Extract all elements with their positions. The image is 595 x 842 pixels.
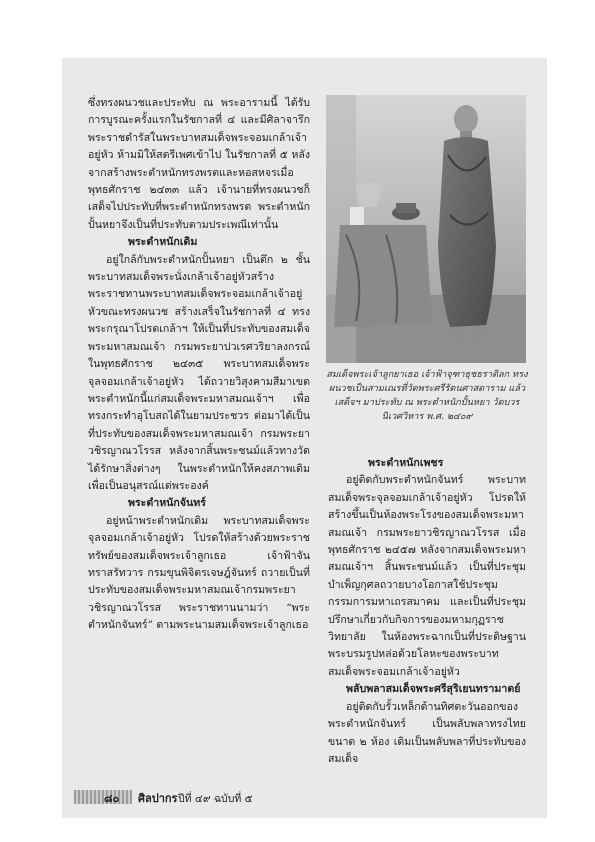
historical-photo [326, 95, 526, 363]
left-text-column [88, 95, 310, 635]
paragraph: ซึ่งทรงผนวชและประทับ ณ พระอารามนี้ ได้รับการบูรณะครั้งแรกในรัชกาลที่ ๔ และมีศิลาจารึกพระราชดำรัสในพระบาทสมเด็จพระจอมเกล้าเจ้าอยู่หัว ห้ามมิให้สตรีเพศเข้าไป ในรัชกาลที่ ๕ หลังจากสร้างพระตำหนักทรงพรตและหอสหจรเมื่อพุทธศักราช ๒๔๓๓ แล้ว เจ้านายที่ทรงผนวชก็เสด็จไปประทับที่พระตำหนักทรงพรต พระตำหนักปั้นหยาจึงเป็นที่ประทับตามประเพณีเท่านั้น [88, 97, 310, 231]
section-heading: พระตำหนักเดิม [128, 236, 198, 249]
issue-info: ปีที่ ๔๙ ฉบับที่ ๕ [178, 793, 253, 805]
section-heading: พลับพลาสมเด็จพระศรีสุริเยนทรามาตย์ [346, 683, 521, 696]
paragraph: อยู่หน้าพระตำหนักเดิม พระบาทสมเด็จพระจุลจอมเกล้าเจ้าอยู่หัว โปรดให้สร้างด้วยพระราชทรัพย์ของสมเด็จพระเจ้าลูกเธอ เจ้าฟ้าจันทราสรัทวาร กรมขุนพิจิตรเจษฎ์จันทร์ ถวายเป็นที่ประทับของสมเด็จพระมหาสมณเจ้ากรมพระยาวชิรญาณวโรรส พระราชทานนามว่า “พระตำหนักจันทร์” ตามพระนามสมเด็จพระเจ้าลูกเธอ [88, 514, 310, 632]
section-heading: พระตำหนักจันทร์ [128, 497, 206, 510]
footer-band [74, 790, 132, 804]
photo-caption: สมเด็จพระเจ้าลูกยาเธอ เจ้าฟ้าจุฑาธุชธราดิลก ทรงผนวชเป็นสามเณรที่วัดพระศรีรัตนศาสดาราม แล้วเสด็จฯ มาประทับ ณ พระตำหนักปั้นหยา วัดบวรนิเวศวิหาร พ.ศ. ๒๔๐๙ [326, 369, 528, 422]
page-number: ๘๐ [104, 792, 120, 805]
paragraph: อยู่ติดกับพระตำหนักจันทร์ พระบาทสมเด็จพระจุลจอมเกล้าเจ้าอยู่หัว โปรดให้สร้างขึ้นเป็นห้องพระโรงของสมเด็จพระมหาสมณเจ้า กรมพระยาวชิรญาณวโรรส เมื่อพุทธศักราช ๒๔๕๗ หลังจากสมเด็จพระมหาสมณเจ้าฯ สิ้นพระชนม์แล้ว เป็นที่ประชุมบำเพ็ญกุศลถวายบางโอกาสใช้ประชุมกรรมการมหาเถรสมาคม และเป็นที่ประชุมปรึกษาเกี่ยวกับกิจการของมหามกุฏราชวิทยาลัย ในห้องพระฉากเป็นที่ประดิษฐานพระบรมรูปหล่อด้วยโลหะของพระบาทสมเด็จพระจอมเกล้าเจ้าอยู่หัว [328, 474, 526, 678]
page-footer [74, 788, 540, 806]
paragraph: อยู่ใกล้กับพระตำหนักปั้นหยา เป็นตึก ๒ ชั้น พระบาทสมเด็จพระนั่งเกล้าเจ้าอยู่หัวสร้างพระราชทานพระบาทสมเด็จพระจอมเกล้าเจ้าอยู่หัวขณะทรงผนวช สร้างเสร็จในรัชกาลที่ ๔ ทรงพระกรุณาโปรดเกล้าฯ ให้เป็นที่ประทับของสมเด็จพระมหาสมณเจ้า กรมพระยาปวเรศวริยาลงกรณ์ ในพุทธศักราช ๒๔๓๕ พระบาทสมเด็จพระจุลจอมเกล้าเจ้าอยู่หัว ได้ถวายวิสุงคามสีมาเขตพระตำหนักนี้แก่สมเด็จพระมหาสมณเจ้าฯ เพื่อทรงกระทำอุโบสถได้ในยามประชวร ต่อมาได้เป็นที่ประทับของสมเด็จพระมหาสมณเจ้า กรมพระยาวชิรญาณวโรรส หลังจากสิ้นพระชนม์แล้วทางวัดได้รักษาสิ่งต่างๆ ในพระตำหนักให้คงสภาพเดิมเพื่อเป็นอนุสรณ์แด่พระองค์ [88, 253, 310, 492]
section-heading: พระตำหนักเพชร [368, 457, 444, 469]
magazine-name: ศิลปากร [138, 792, 178, 805]
paragraph: อยู่ติดกับรั้วเหล็กด้านทิศตะวันออกของพระตำหนักจันทร์ เป็นพลับพลาทรงไทยขนาด ๒ ห้อง เดิมเป็นพลับพลาที่ประทับของสมเด็จ [328, 700, 526, 765]
right-text-column [328, 455, 526, 768]
photo-illustration [326, 95, 526, 363]
